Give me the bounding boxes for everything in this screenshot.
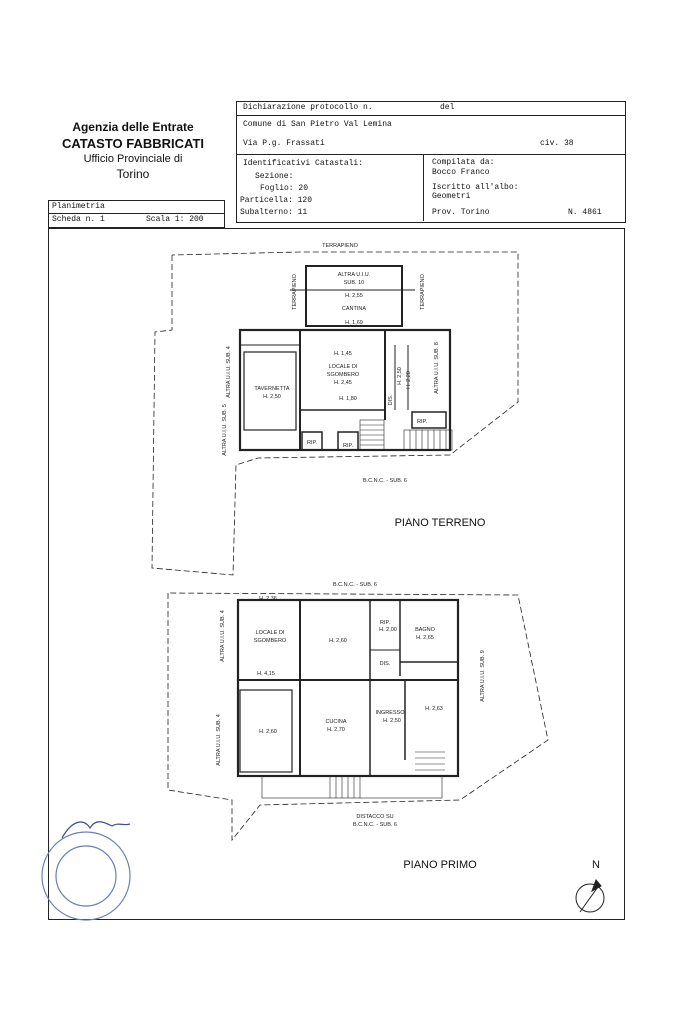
- pt-terrapieno-left: TERRAPIENO: [292, 274, 298, 310]
- agency-line-3: Ufficio Provinciale di: [83, 153, 183, 165]
- pt-h245: H. 2,45: [334, 380, 352, 386]
- pp-h250: H. 2,50: [383, 718, 401, 724]
- pt-terrapieno-top: TERRAPIENO: [322, 243, 358, 249]
- stamp-icon: [42, 832, 130, 920]
- pp-h236: H. 2,36: [259, 596, 277, 602]
- dichiarazione-label: Dichiarazione protocollo n.: [243, 103, 373, 112]
- north-label: N: [592, 859, 600, 871]
- agency-line-2: CATASTO FABBRICATI: [61, 136, 205, 151]
- compilata-label: Compilata da:: [432, 158, 495, 167]
- pp-bcnc-top: B.C.N.C. - SUB. 6: [332, 582, 378, 588]
- subalterno-label: Subalterno: 11: [240, 208, 308, 217]
- pp-distacco: DISTACCO SU: [356, 814, 394, 820]
- identificativi-label: Identificativi Catastali:: [243, 159, 364, 168]
- compilatore-name: Bocco Franco: [432, 168, 490, 177]
- pt-altra-sub4: ALTRA U.I.U. SUB. 4: [226, 346, 232, 398]
- scheda-label: Scheda n. 1: [52, 215, 105, 224]
- albo-value: Geometri: [432, 192, 471, 201]
- pt-rip1: RIP.: [307, 440, 317, 446]
- pt-altra-sub8: ALTRA U.I.U. SUB. 8: [434, 342, 440, 394]
- pt-h145: H. 1,45: [334, 351, 352, 357]
- pp-h263: H. 2,63: [425, 706, 443, 712]
- pp-h200: H. 2,00: [379, 627, 397, 633]
- pp-rip: RIP.: [380, 620, 390, 626]
- pp-locale: LOCALE DI: [255, 630, 285, 636]
- planimetria-label: Planimetria: [52, 202, 105, 211]
- pt-altra-sub10: ALTRA U.I.U.: [337, 272, 371, 278]
- pt-dis: DIS.: [388, 394, 394, 406]
- pp-dis: DIS.: [379, 661, 391, 667]
- civ-label: civ. 38: [540, 139, 574, 148]
- pp-h260a: H. 2,60: [329, 638, 347, 644]
- pt-h169: H. 1,69: [345, 320, 363, 326]
- pt-locale: LOCALE DI: [328, 364, 358, 370]
- agency-line-1: Agenzia delle Entrate: [72, 120, 194, 134]
- pt-h250b: H. 2,50: [397, 367, 403, 385]
- pt-rip2: RIP.: [343, 443, 353, 449]
- pp-altra-sub4b: ALTRA U.I.U. SUB. 4: [216, 714, 222, 766]
- pt-h250a: H. 2,50: [263, 394, 281, 400]
- pp-sgombero: SGOMBERO: [253, 638, 287, 644]
- pt-title: PIANO TERRENO: [394, 517, 486, 529]
- pt-cantina: CANTINA: [341, 306, 367, 312]
- pt-h255: H. 2,55: [345, 293, 363, 299]
- pt-tavernetta: TAVERNETTA: [254, 386, 290, 392]
- particella-label: Particella: 120: [240, 196, 313, 205]
- pp-bcnc-bottom: B.C.N.C. - SUB. 6: [352, 822, 398, 828]
- pp-bagno: BAGNO: [415, 627, 435, 633]
- pp-h415: H. 4,15: [257, 671, 275, 677]
- numero-label: N. 4861: [568, 208, 602, 217]
- pt-rip3: RIP.: [417, 419, 427, 425]
- pp-ingresso: INGRESSO: [375, 710, 405, 716]
- pp-h260b: H. 2,60: [259, 729, 277, 735]
- foglio-label: Foglio: 20: [260, 184, 309, 193]
- signature-icon: [62, 822, 130, 838]
- via-label: Via P.g. Frassati: [243, 139, 325, 148]
- pp-altra-sub9: ALTRA U.I.U. SUB. 9: [480, 650, 486, 702]
- pt-bcnc: B.C.N.C. - SUB. 6: [362, 478, 408, 484]
- pp-h270: H. 2,70: [327, 727, 345, 733]
- scala-label: Scala 1: 200: [146, 215, 204, 224]
- pt-sgombero: SGOMBERO: [326, 372, 360, 378]
- agency-line-4: Torino: [116, 167, 150, 181]
- pt-altra-sub5: ALTRA U.I.U. SUB. 5: [222, 404, 228, 456]
- del-label: del: [440, 103, 455, 112]
- pp-title: PIANO PRIMO: [403, 859, 477, 871]
- pt-h180: H. 1,80: [339, 396, 357, 402]
- pt-terrapieno-right: TERRAPIENO: [420, 274, 426, 310]
- sezione-label: Sezione:: [255, 172, 294, 181]
- pp-altra-sub4a: ALTRA U.I.U. SUB. 4: [220, 610, 226, 662]
- iscritto-label: Iscritto all'albo:: [432, 183, 519, 192]
- pt-sub10: SUB. 10: [343, 280, 365, 286]
- comune-label: Comune di San Pietro Val Lemina: [243, 120, 392, 129]
- pp-cucina: CUCINA: [325, 719, 347, 725]
- pp-h265: H. 2,65: [416, 635, 434, 641]
- prov-label: Prov. Torino: [432, 208, 490, 217]
- pt-h220: H. 2,20: [406, 371, 412, 389]
- north-arrow-icon: [576, 880, 604, 912]
